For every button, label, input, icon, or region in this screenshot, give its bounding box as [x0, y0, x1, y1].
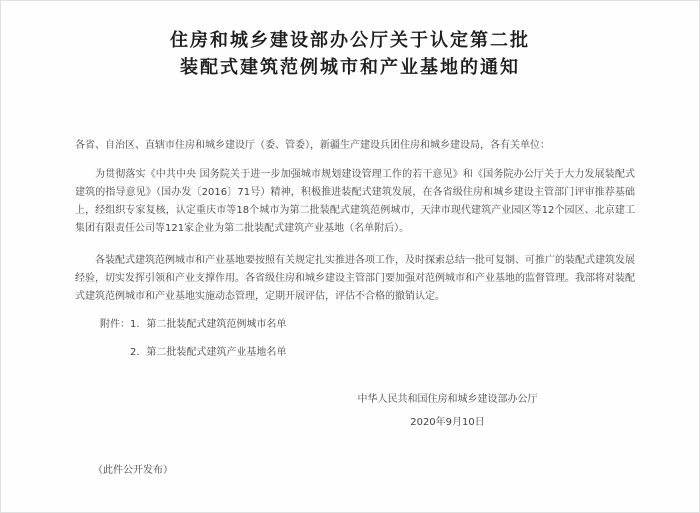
- signature-organization: 中华人民共和国住房和城乡建设部办公厅: [357, 394, 538, 405]
- body-paragraph-1: 为贯彻落实《中共中央 国务院关于进一步加强城市规划建设管理工作的若干意见》和《国务院办公厅关于大力发展装配式建筑的指导意见》（国办发〔2016〕71号）精神，积极推进装配式建筑发展，在各省级住房和城乡建设主管部门评审推荐基础上，经组织专家复核，认定重庆市等18个城市为第二批装配式建筑范例城市，天津市现代建筑产业园区等12个园区、北京建工集团有限责任公司等121家企业为第二批装配式建筑产业基地（名单附后）。: [75, 169, 635, 234]
- public-release-note: （此件公开发布）: [93, 465, 173, 476]
- document-title-line-1: 住房和城乡建设部办公厅关于认定第二批: [170, 30, 530, 51]
- attachment-item-1: 附件：1．第二批装配式建筑范例城市名单: [100, 319, 287, 330]
- body-paragraph-2: 各装配式建筑范例城市和产业基地要按照有关规定扎实推进各项工作，及时探索总结一批可复制、可推广的装配式建筑发展经验，切实发挥引领和产业支撑作用。各省级住房和城乡建设主管部门要加强对范例城市和产业基地的监督管理。我部将对装配式建筑范例城市和产业基地实施动态管理，定期开展评估，评估不合格的撤销认定。: [75, 255, 635, 302]
- salutation-line: 各省、自治区、直辖市住房和城乡建设厅（委、管委），新疆生产建设兵团住房和城乡建设局，各有关单位：: [75, 140, 550, 151]
- document-title: [1, 27, 699, 81]
- document-body: [75, 137, 635, 480]
- document-title-line-2: 装配式建筑范例城市和产业基地的通知: [180, 57, 520, 78]
- signature-block: [75, 391, 635, 432]
- signature-date: 2020年9月10日: [410, 417, 485, 428]
- attachment-item-2: 2．第二批装配式建筑产业基地名单: [130, 347, 287, 358]
